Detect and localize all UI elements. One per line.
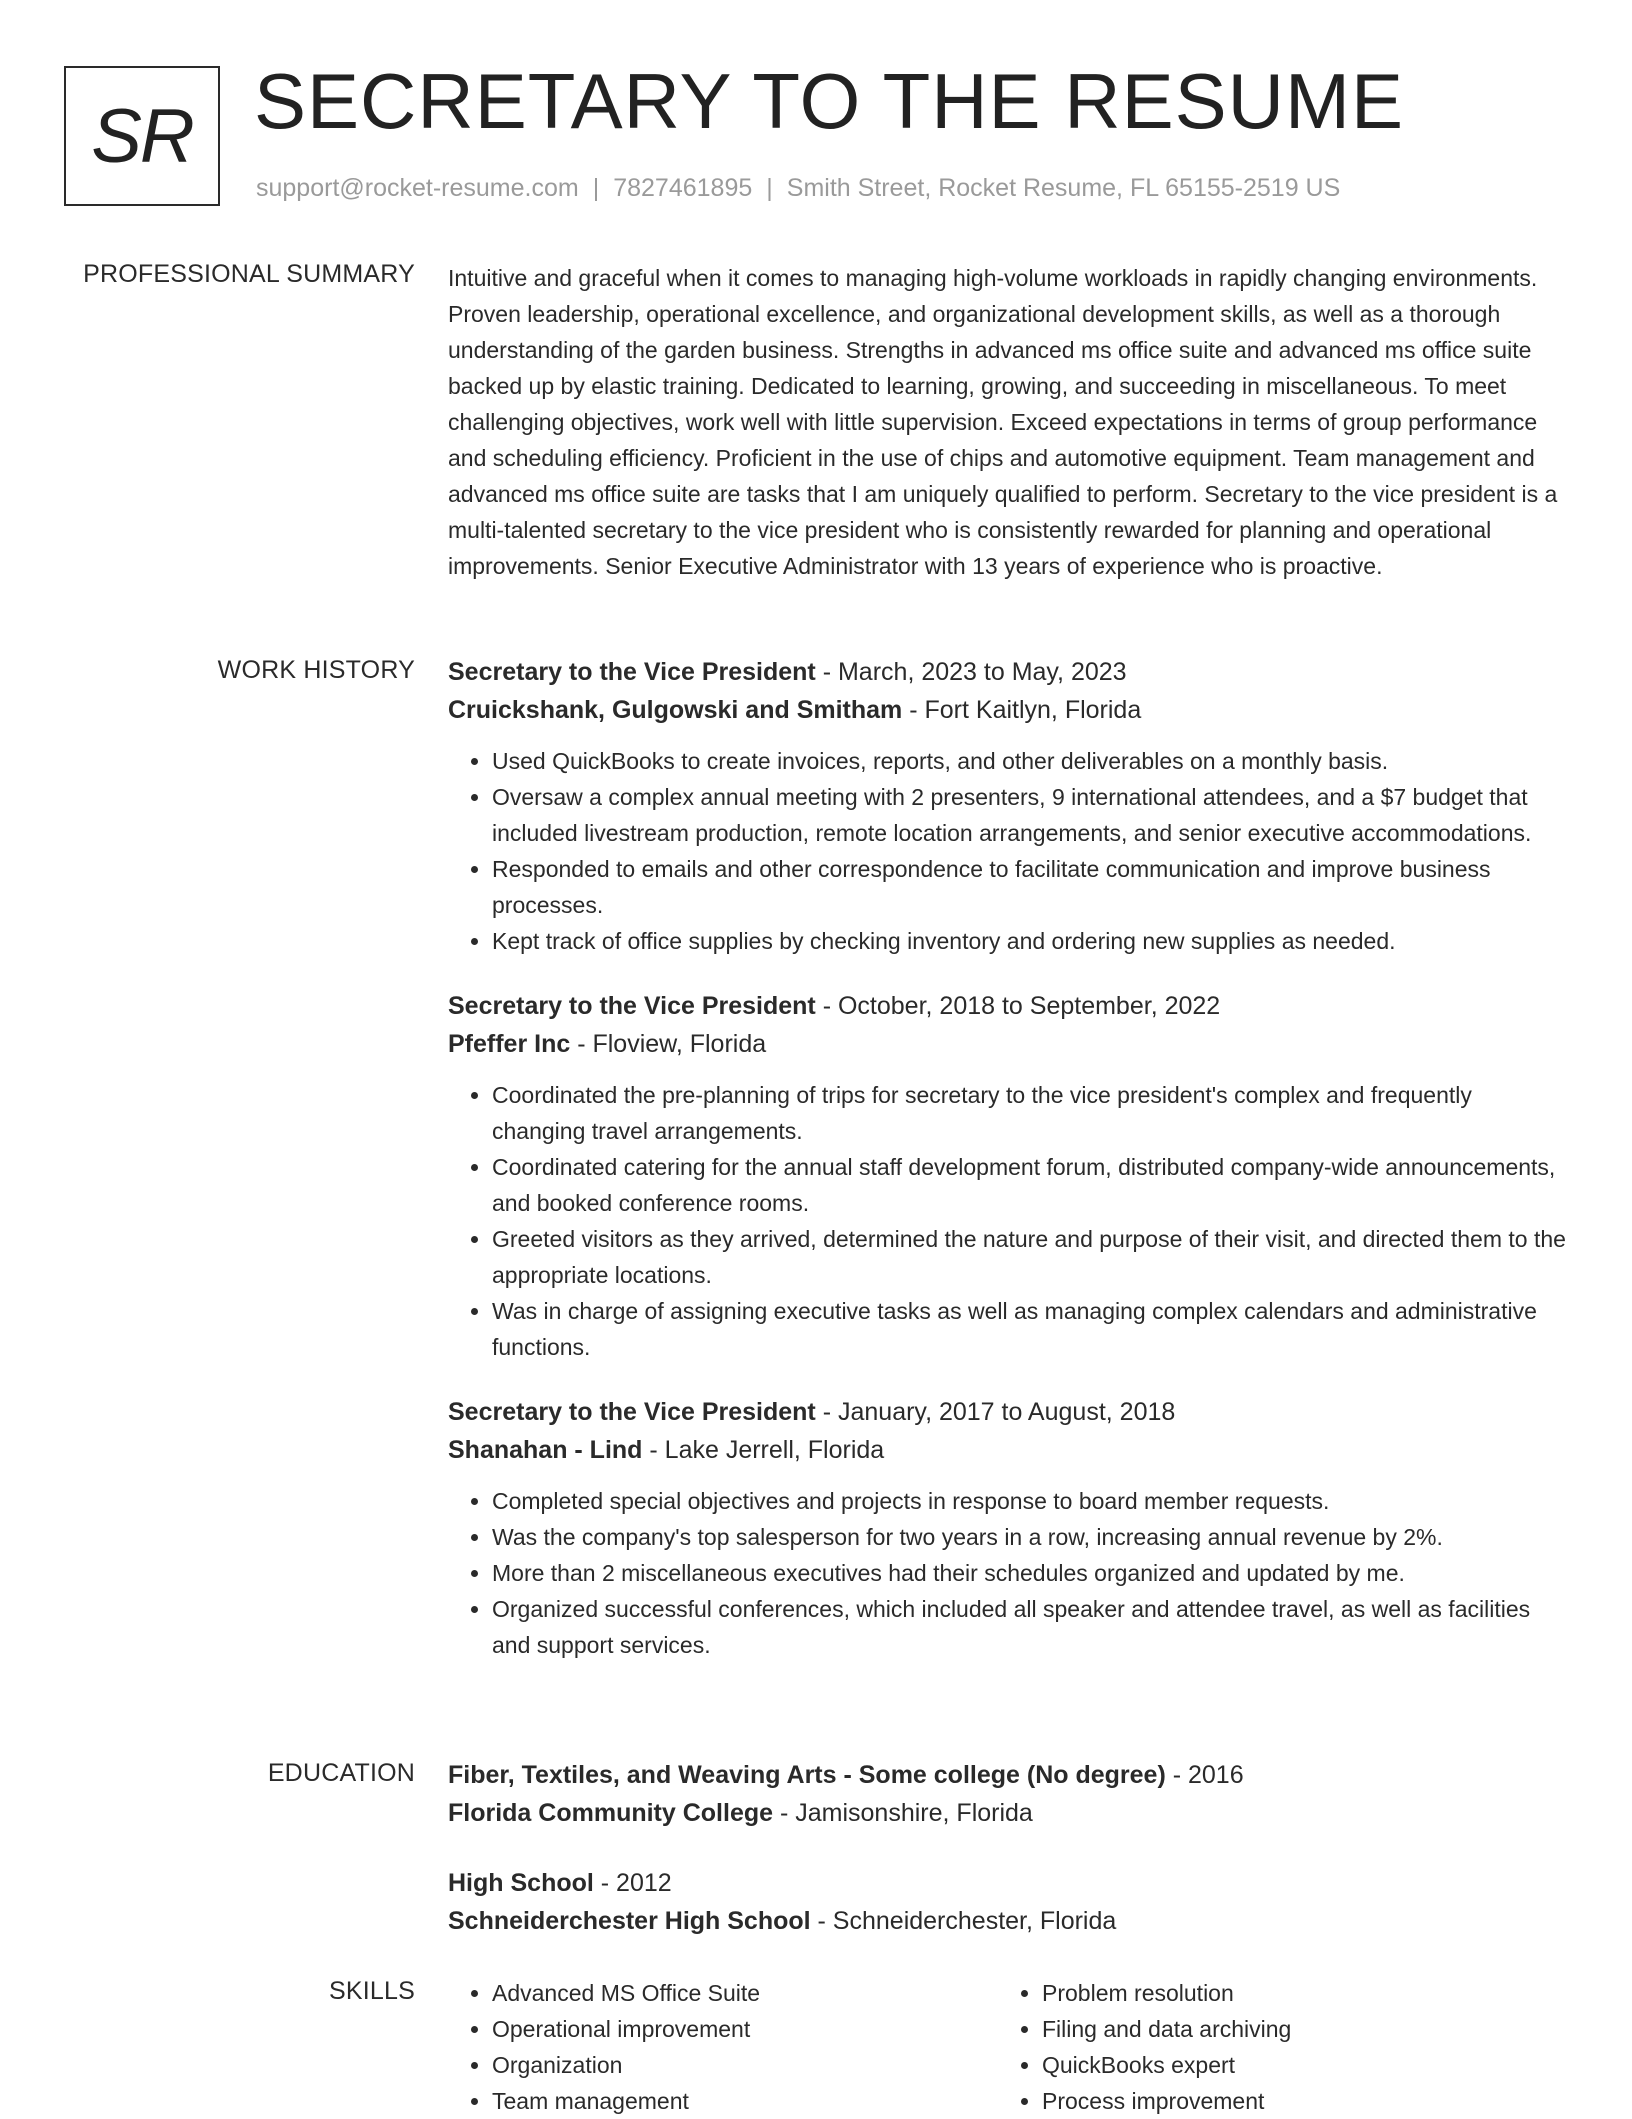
job-bullet: • Oversaw a complex annual meeting with 2 presenters, 9 international attendees, and a $7 budget that included livestream production, remote location arrangements, and senior executive accommodations. <box>492 779 1568 851</box>
job-bullet: • Coordinated catering for the annual staff development forum, distributed company-wide announcements, and booked conference rooms. <box>492 1149 1568 1221</box>
contact-separator: | <box>766 174 773 202</box>
education-degree: Fiber, Textiles, and Weaving Arts - Some college (No degree) <box>448 1761 1166 1789</box>
section-label-education: EDUCATION <box>267 1759 415 1787</box>
job-dates: - March, 2023 to May, 2023 <box>815 658 1127 686</box>
contact-address: Smith Street, Rocket Resume, FL 65155-2519 US <box>786 174 1341 202</box>
job-company-line <box>448 691 1568 729</box>
job-bullet: • Greeted visitors as they arrived, determined the nature and purpose of their visit, and directed them to the appropriate locations. <box>492 1221 1568 1293</box>
job-title: Secretary to the Vice President <box>448 1398 816 1426</box>
skill-item: • Filing and data archiving <box>1042 2011 1548 2047</box>
education-school: Florida Community College <box>448 1799 774 1827</box>
contact-line <box>256 174 1340 203</box>
summary-text: Intuitive and graceful when it comes to managing high-volume workloads in rapidly changing environments. Proven leadership, operational excellence, and organizational development skills, as well as a thorough understanding of the garden business. Strengths in advanced ms office suite and advanced ms office suite backed up by elastic training. Dedicated to learning, growing, and succeeding in miscellaneous. To meet challenging objectives, work well with little supervision. Exceed expectations in terms of group performance and scheduling efficiency. Proficient in the use of chips and automotive equipment. Team management and advanced ms office suite are tasks that I am uniquely qualified to perform. Secretary to the vice president is a multi-talented secretary to the vice president who is consistently rewarded for planning and operational improvements. Senior Executive Administrator with 13 years of experience who is proactive. <box>448 265 1558 579</box>
education-year: - 2016 <box>1165 1761 1244 1789</box>
job-bullet: • More than 2 miscellaneous executives had their schedules organized and updated by me. <box>492 1555 1568 1591</box>
job-location: - Fort Kaitlyn, Florida <box>902 696 1142 724</box>
skills-list <box>998 1975 1548 2119</box>
job-company: Shanahan - Lind <box>448 1436 643 1464</box>
job-bullet: • Kept track of office supplies by checking inventory and ordering new supplies as needed. <box>492 923 1568 959</box>
job-location: - Floview, Florida <box>570 1030 767 1058</box>
skill-item: • Operational improvement <box>492 2011 998 2047</box>
education-body <box>448 1756 1568 1972</box>
job-company-line <box>448 1431 1568 1469</box>
section-label-work-history: WORK HISTORY <box>217 656 415 684</box>
job-bullets <box>448 1077 1568 1365</box>
skill-item: • Advanced MS Office Suite <box>492 1975 998 2011</box>
education-school-line <box>448 1902 1568 1940</box>
skill-item: • Problem resolution <box>1042 1975 1548 2011</box>
education-school-line <box>448 1794 1568 1832</box>
job-title-line <box>448 1393 1568 1431</box>
job-dates: - October, 2018 to September, 2022 <box>815 992 1221 1020</box>
education-school: Schneiderchester High School <box>448 1907 811 1935</box>
skills-column-left <box>448 1975 998 2119</box>
job-bullet: • Organized successful conferences, which included all speaker and attendee travel, as well as facilities and support services. <box>492 1591 1568 1663</box>
contact-separator: | <box>592 174 600 202</box>
job-location: - Lake Jerrell, Florida <box>642 1436 885 1464</box>
contact-phone[interactable]: 7827461895 <box>613 174 753 202</box>
job-title: Secretary to the Vice President <box>448 658 816 686</box>
education-degree-line <box>448 1864 1568 1902</box>
education-location: - Jamisonshire, Florida <box>773 1799 1033 1827</box>
education-degree-line <box>448 1756 1568 1794</box>
job-bullet: • Completed special objectives and projects in response to board member requests. <box>492 1483 1568 1519</box>
job-title: Secretary to the Vice President <box>448 992 816 1020</box>
job-company-line <box>448 1025 1568 1063</box>
skills-list <box>448 1975 998 2119</box>
job-dates: - January, 2017 to August, 2018 <box>815 1398 1176 1426</box>
job-bullet: • Used QuickBooks to create invoices, reports, and other deliverables on a monthly basis. <box>492 743 1568 779</box>
job-bullet: • Responded to emails and other correspondence to facilitate communication and improve business processes. <box>492 851 1568 923</box>
resume-name-title: SECRETARY TO THE RESUME <box>254 57 1404 145</box>
education-degree: High School <box>448 1869 594 1897</box>
skill-item: • Organization <box>492 2047 998 2083</box>
job-entry <box>448 653 1568 959</box>
skills-grid <box>448 1975 1568 2119</box>
skill-item: • Team management <box>492 2083 998 2119</box>
education-location: - Schneiderchester, Florida <box>810 1907 1117 1935</box>
job-bullet: • Was in charge of assigning executive tasks as well as managing complex calendars and administrative functions. <box>492 1293 1568 1365</box>
skill-item: • QuickBooks expert <box>1042 2047 1548 2083</box>
job-company: Cruickshank, Gulgowski and Smitham <box>448 696 903 724</box>
section-label-skills: SKILLS <box>329 1977 415 2005</box>
monogram-logo: SR <box>64 66 220 206</box>
job-title-line <box>448 987 1568 1025</box>
job-bullets <box>448 743 1568 959</box>
job-bullet: • Was the company's top salesperson for two years in a row, increasing annual revenue by 2%. <box>492 1519 1568 1555</box>
skill-item: • Process improvement <box>1042 2083 1548 2119</box>
education-entry <box>448 1864 1568 1940</box>
skills-body <box>448 1975 1568 2119</box>
job-title-line <box>448 653 1568 691</box>
work-history-body <box>448 653 1568 1681</box>
section-label-summary: PROFESSIONAL SUMMARY <box>83 260 415 288</box>
education-entry <box>448 1756 1568 1832</box>
skills-column-right <box>998 1975 1548 2119</box>
job-company: Pfeffer Inc <box>448 1030 571 1058</box>
education-year: - 2012 <box>593 1869 672 1897</box>
job-bullet: • Coordinated the pre-planning of trips for secretary to the vice president's complex and frequently changing travel arrangements. <box>492 1077 1568 1149</box>
job-entry <box>448 987 1568 1365</box>
job-entry <box>448 1393 1568 1663</box>
contact-email[interactable]: support@rocket-resume.com <box>256 174 579 202</box>
job-bullets <box>448 1483 1568 1663</box>
summary-body <box>448 260 1568 584</box>
